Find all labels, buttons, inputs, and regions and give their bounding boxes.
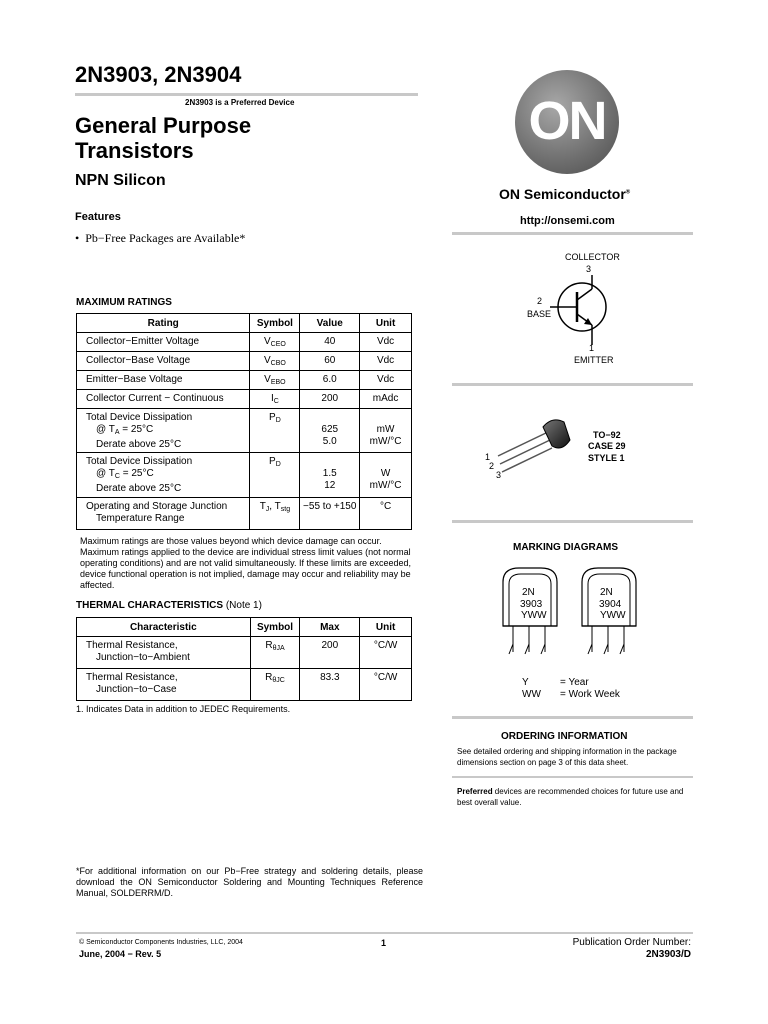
column-header: Symbol (250, 618, 300, 637)
value-cell: 40 (300, 333, 360, 352)
value-line (300, 456, 359, 468)
rating-line (86, 424, 245, 439)
symbol-main: R (265, 640, 273, 651)
column-header: Rating (77, 314, 250, 333)
footer-divider (76, 932, 693, 934)
package-pin-3: 3 (496, 470, 502, 480)
column-header: Unit (360, 618, 412, 637)
package-pin-1: 1 (485, 452, 491, 462)
unit-line (360, 456, 411, 468)
base-pin: 2 (537, 296, 543, 306)
symbol-cell (250, 453, 300, 498)
header-divider (75, 93, 418, 96)
characteristic-cell (77, 637, 251, 669)
ordering-heading: ORDERING INFORMATION (501, 731, 628, 742)
base-label: BASE (527, 309, 552, 319)
marking-chip-1-line3: YWW (521, 610, 547, 621)
package-line1: TO−92 (593, 430, 621, 440)
symbol-main-2: , T (269, 501, 281, 512)
characteristic-line: Junction−to−Ambient (96, 652, 190, 663)
marking-chip-1-line2: 3903 (520, 599, 543, 610)
unit-line (360, 412, 411, 424)
symbol-main: P (269, 456, 276, 467)
characteristic-line: Thermal Resistance, (86, 672, 178, 683)
pbfree-note: *For additional information on our Pb−Free strategy and soldering details, please download the ON Semiconductor Soldering and Mounting Techniques Reference Manual, SOLDERRM/D. (76, 866, 423, 898)
company-name-text: ON Semiconductor (499, 186, 626, 202)
column-header: Max (300, 618, 360, 637)
symbol-cell (250, 498, 300, 530)
schematic-divider (452, 383, 693, 386)
table-header-row (77, 618, 412, 637)
collector-label: COLLECTOR (565, 252, 620, 262)
value-cell: 60 (300, 352, 360, 371)
rating-cell: Collector Current − Continuous (77, 390, 250, 409)
value-cell: −55 to +150 (300, 498, 360, 530)
symbol-cell (250, 409, 300, 453)
column-header: Characteristic (77, 618, 251, 637)
symbol-cell (250, 333, 300, 352)
preferred-bold: Preferred (457, 787, 493, 796)
table-header-row (77, 314, 412, 333)
rating-cell: Collector−Base Voltage (77, 352, 250, 371)
symbol-sub: J (265, 506, 270, 513)
rating-line: Temperature Range (96, 513, 185, 524)
symbol-cell (250, 637, 300, 669)
column-header: Value (300, 314, 360, 333)
rating-part: @ T (96, 468, 115, 479)
table-row (77, 409, 412, 453)
unit-line: mW/°C (369, 436, 402, 447)
unit-cell: °C/W (360, 669, 412, 701)
emitter-label: EMITTER (574, 355, 614, 365)
legend-key-year: Y (522, 677, 529, 688)
thermal-heading-note: (Note 1) (225, 600, 262, 611)
table-row (77, 371, 412, 390)
value-line: 12 (324, 480, 336, 491)
symbol-main: V (263, 336, 271, 347)
marking-chip-2-line1: 2N (600, 587, 613, 598)
value-cell: 6.0 (300, 371, 360, 390)
legend-value-year: = Year (560, 677, 589, 688)
unit-cell: Vdc (360, 371, 412, 390)
table-row (77, 498, 412, 530)
brand-divider (452, 232, 693, 235)
value-line: 625 (321, 424, 339, 435)
copyright: © Semiconductor Components Industries, LLC, 2004 (79, 939, 243, 946)
company-name: ON Semiconductor® (499, 186, 631, 202)
emitter-pin: 1 (589, 343, 595, 353)
unit-line: mW/°C (369, 480, 402, 491)
table-row (77, 637, 412, 669)
marking-chip-1-line1: 2N (522, 587, 535, 598)
symbol-cell (250, 390, 300, 409)
table-row (77, 352, 412, 371)
rating-line: Total Device Dissipation (86, 412, 193, 423)
rating-tail: = 25°C (119, 424, 154, 435)
title-line2: Transistors (75, 138, 194, 163)
part-numbers: 2N3903, 2N3904 (75, 62, 242, 87)
subtitle: NPN Silicon (75, 172, 166, 189)
ordering-text: See detailed ordering and shipping information in the package dimensions section on page 3 of this data sheet. (457, 747, 677, 767)
unit-line: mW (376, 424, 395, 435)
symbol-main: I (270, 393, 274, 404)
rating-line: Total Device Dissipation (86, 456, 193, 467)
date-revision: June, 2004 − Rev. 5 (79, 949, 162, 959)
max-cell: 200 (300, 637, 360, 669)
unit-cell (360, 409, 412, 453)
preferred-device-note: 2N3903 is a Preferred Device (185, 98, 295, 107)
preferred-rest: devices are recommended choices for future use and best overall value. (457, 787, 684, 807)
package-divider (452, 520, 693, 523)
thermal-heading (76, 600, 262, 611)
symbol-sub: D (275, 461, 281, 468)
package-pin-2: 2 (489, 461, 495, 471)
legend-key-week: WW (522, 689, 541, 700)
value-cell (300, 453, 360, 498)
ordering-divider (452, 776, 693, 778)
rating-cell: Collector−Emitter Voltage (77, 333, 250, 352)
symbol-cell (250, 669, 300, 701)
thermal-footnote: 1. Indicates Data in addition to JEDEC Requirements. (76, 704, 291, 714)
value-line (300, 412, 359, 424)
value-cell: 200 (300, 390, 360, 409)
on-logo (515, 70, 619, 174)
unit-cell (360, 453, 412, 498)
unit-cell: °C/W (360, 637, 412, 669)
rating-line: Operating and Storage Junction (86, 501, 228, 512)
thermal-table (76, 617, 412, 701)
marking-divider (452, 716, 693, 719)
rating-sub: C (114, 473, 120, 480)
marking-chip-2-line3: YWW (600, 610, 626, 621)
symbol-cell (250, 371, 300, 390)
features-item-text: Pb−Free Packages are Available* (85, 231, 246, 245)
bullet-icon: • (75, 231, 86, 245)
collector-pin: 3 (586, 264, 592, 274)
marking-chip-2-line2: 3904 (599, 599, 622, 610)
symbol-sub: CBO (270, 360, 286, 367)
on-logo-text: ON (528, 91, 606, 151)
max-ratings-note: Maximum ratings are those values beyond which device damage can occur. Maximum ratings applied to the device are individual stress limit values (not normal operating conditions) and are not valid simultaneously. If these limits are exceeded, device functional operation is not implied, damage may occur and reliability may be affected. (80, 536, 412, 590)
package-line2: CASE 29 (588, 441, 626, 451)
symbol-sub: θJC (272, 677, 285, 684)
thermal-heading-text: THERMAL CHARACTERISTICS (76, 600, 224, 611)
rating-cell (77, 498, 250, 530)
page-number: 1 (381, 938, 387, 948)
max-cell: 83.3 (300, 669, 360, 701)
publication-number: 2N3903/D (645, 949, 691, 960)
website-link[interactable]: http://onsemi.com (520, 215, 615, 227)
features-heading: Features (75, 211, 121, 223)
characteristic-cell (77, 669, 251, 701)
rating-cell (77, 453, 250, 498)
unit-line: W (380, 468, 391, 479)
max-ratings-heading: MAXIMUM RATINGS (76, 297, 172, 308)
column-header: Symbol (250, 314, 300, 333)
rating-line (86, 468, 245, 483)
table-row (77, 453, 412, 498)
rating-line: Derate above 25°C (96, 439, 182, 450)
value-line: 1.5 (322, 468, 337, 479)
table-row (77, 390, 412, 409)
symbol-cell (250, 352, 300, 371)
symbol-sub: θJA (272, 645, 285, 652)
symbol-main: P (269, 412, 276, 423)
unit-cell: °C (360, 498, 412, 530)
symbol-sub-2: stg (280, 506, 291, 513)
table-row (77, 669, 412, 701)
symbol-main: V (264, 374, 271, 385)
value-line: 5.0 (322, 436, 337, 447)
table-row (77, 333, 412, 352)
symbol-sub: CEO (270, 341, 286, 348)
column-header: Unit (360, 314, 412, 333)
package-line3: STYLE 1 (588, 453, 625, 463)
symbol-main: V (263, 355, 271, 366)
characteristic-line: Thermal Resistance, (86, 640, 178, 651)
symbol-sub: EBO (270, 379, 286, 386)
publication-label: Publication Order Number: (572, 937, 691, 948)
max-ratings-table (76, 313, 412, 530)
symbol-sub: C (273, 398, 279, 405)
unit-cell: Vdc (360, 333, 412, 352)
unit-cell: mAdc (360, 390, 412, 409)
characteristic-line: Junction−to−Case (96, 684, 177, 695)
npn-transistor-symbol (550, 275, 610, 345)
rating-line: Derate above 25°C (96, 483, 182, 494)
unit-cell: Vdc (360, 352, 412, 371)
value-cell (300, 409, 360, 453)
symbol-main: R (265, 672, 273, 683)
legend-value-week: = Work Week (560, 689, 620, 700)
symbol-sub: D (275, 417, 281, 424)
symbol-main: T (259, 501, 266, 512)
rating-tail: = 25°C (119, 468, 154, 479)
rating-cell (77, 409, 250, 453)
features-item (75, 231, 245, 246)
title-line1: General Purpose (75, 113, 252, 138)
preferred-text (457, 786, 693, 808)
rating-part: @ T (96, 424, 115, 435)
rating-sub: A (114, 429, 120, 436)
rating-cell: Emitter−Base Voltage (77, 371, 250, 390)
marking-heading: MARKING DIAGRAMS (513, 542, 618, 553)
to92-package-image (488, 412, 578, 482)
